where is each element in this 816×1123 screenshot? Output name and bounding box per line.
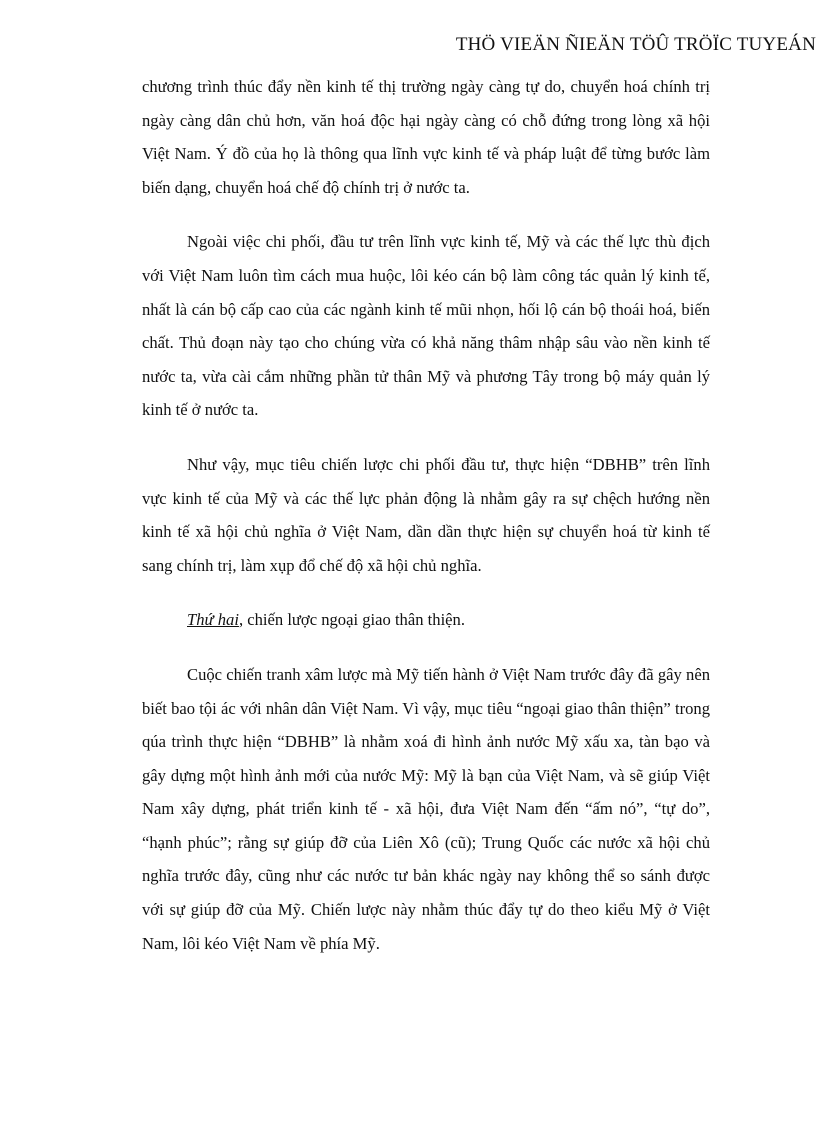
paragraph-friendly-diplomacy: Cuộc chiến tranh xâm lược mà Mỹ tiến hành ở Việt Nam trước đây đã gây nên biết bao tội ác với nhân dân Việt Nam. Vì vậy, mục tiêu “ngoại giao thân thiện” trong qúa trình thực hiện “DBHB” là nhằm xoá đi hình ảnh nước Mỹ xấu xa, tàn bạo và gây dựng một hình ảnh mới của nước Mỹ: Mỹ là bạn của Việt Nam, và sẽ giúp Việt Nam xây dựng, phát triển kinh tế - xã hội, đưa Việt Nam đến “ấm nó”, “tự do”, “hạnh phúc”; rằng sự giúp đỡ của Liên Xô (cũ); Trung Quốc các nước xã hội chủ nghĩa trước đây, cũng như các nước tư bản khác ngày nay không thể so sánh được với sự giúp đỡ của Mỹ. Chiến lược này nhằm thúc đẩy tự do theo kiểu Mỹ ở Việt Nam, lôi kéo Việt Nam về phía Mỹ. [142,664,710,953]
document-body [142,70,710,981]
paragraph-continuation: chương trình thúc đẩy nền kinh tế thị trường ngày càng tự do, chuyển hoá chính trị ngày càng dân chủ hơn, văn hoá độc hại ngày càng có chỗ đứng trong lòng xã hội Việt Nam. Ý đồ của họ là thông qua lĩnh vực kinh tế và pháp luật để từng bước làm biến dạng, chuyển hoá chế độ chính trị ở nước ta. [142,77,710,197]
running-header: THÖ VIEÄN ÑIEÄN TÖÛ TRÖÏC TUYEÁN [455,34,816,55]
paragraph-influence-officials: Ngoài việc chi phối, đầu tư trên lĩnh vực kinh tế, Mỹ và các thế lực thù địch với Việt Nam luôn tìm cách mua huộc, lôi kéo cán bộ làm công tác quản lý kinh tế, nhất là cán bộ cấp cao của các ngành kinh tế mũi nhọn, hối lộ cán bộ thoái hoá, biến chất. Thủ đoạn này tạo cho chúng vừa có khả năng thâm nhập sâu vào nền kinh tế nước ta, vừa cài cắm những phần tử thân Mỹ và phương Tây trong bộ máy quản lý kinh tế ở nước ta. [142,232,710,420]
section-heading-term: Thứ hai [187,610,239,630]
section-heading-rest: , chiến lược ngoại giao thân thiện. [238,610,465,630]
paragraph-strategy-summary: Như vậy, mục tiêu chiến lược chi phối đầu tư, thực hiện “DBHB” trên lĩnh vực kinh tế của Mỹ và các thế lực phản động là nhằm gây ra sự chệch hướng nền kinh tế xã hội chủ nghĩa ở Việt Nam, dần dần thực hiện sự chuyển hoá từ kinh tế sang chính trị, làm xụp đổ chế độ xã hội chủ nghĩa. [142,454,710,575]
section-heading [142,603,710,637]
